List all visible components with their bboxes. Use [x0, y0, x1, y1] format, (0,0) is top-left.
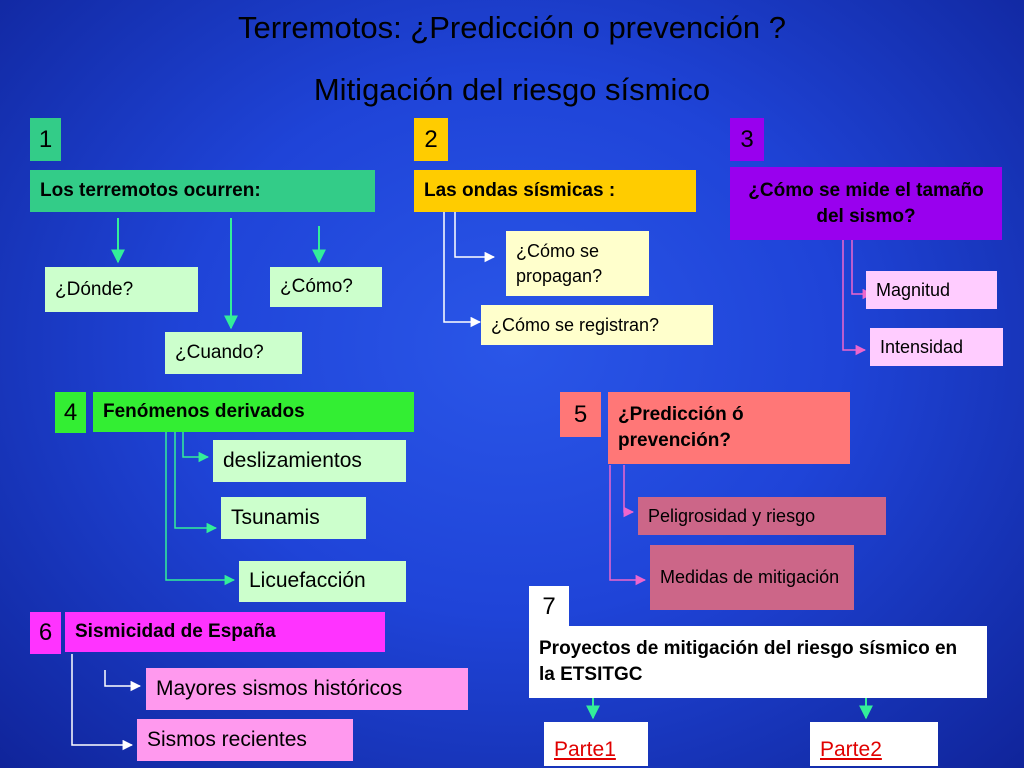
section7-heading[interactable]: Proyectos de mitigación del riesgo sísmico en la ETSITGC [529, 626, 987, 698]
main-title: Terremotos: ¿Predicción o prevención ? [238, 10, 786, 45]
section3-item-intensidad[interactable]: Intensidad [870, 328, 1003, 366]
section6-heading[interactable]: Sismicidad de España [65, 612, 385, 652]
section2-heading[interactable]: Las ondas sísmicas : [414, 170, 696, 212]
section5-number: 5 [560, 392, 601, 437]
section4-item-deslizamientos[interactable]: deslizamientos [213, 440, 406, 482]
section6-item-recientes[interactable]: Sismos recientes [137, 719, 353, 761]
parte2-link[interactable]: Parte2 [810, 722, 938, 766]
section3-heading[interactable]: ¿Cómo se mide el tamaño del sismo? [730, 167, 1002, 240]
parte1-link[interactable]: Parte1 [544, 722, 648, 766]
section1-item-como[interactable]: ¿Cómo? [270, 267, 382, 307]
section6-number: 6 [30, 612, 61, 654]
section6-connectors [72, 654, 140, 745]
section5-heading[interactable]: ¿Predicción ó prevención? [608, 392, 850, 464]
section3-item-magnitud[interactable]: Magnitud [866, 271, 997, 309]
section1-number: 1 [30, 118, 61, 161]
section4-heading[interactable]: Fenómenos derivados [93, 392, 414, 432]
section7-connectors [593, 698, 866, 718]
section2-item-registran[interactable]: ¿Cómo se registran? [481, 305, 713, 345]
section7-number: 7 [529, 586, 569, 628]
section5-item-peligrosidad[interactable]: Peligrosidad y riesgo [638, 497, 886, 535]
section6-item-historicos[interactable]: Mayores sismos históricos [146, 668, 468, 710]
section2-number: 2 [414, 118, 448, 161]
section1-heading[interactable]: Los terremotos ocurren: [30, 170, 375, 212]
section4-number: 4 [55, 392, 86, 433]
section2-item-propagan[interactable]: ¿Cómo se propagan? [506, 231, 649, 296]
section4-item-tsunamis[interactable]: Tsunamis [221, 497, 366, 539]
section3-number: 3 [730, 118, 764, 161]
section1-item-donde[interactable]: ¿Dónde? [45, 267, 198, 312]
subtitle: Mitigación del riesgo sísmico [313, 72, 711, 107]
section4-item-licuefaccion[interactable]: Licuefacción [239, 561, 406, 602]
section5-item-medidas[interactable]: Medidas de mitigación [650, 545, 854, 610]
section1-item-cuando[interactable]: ¿Cuando? [165, 332, 302, 374]
